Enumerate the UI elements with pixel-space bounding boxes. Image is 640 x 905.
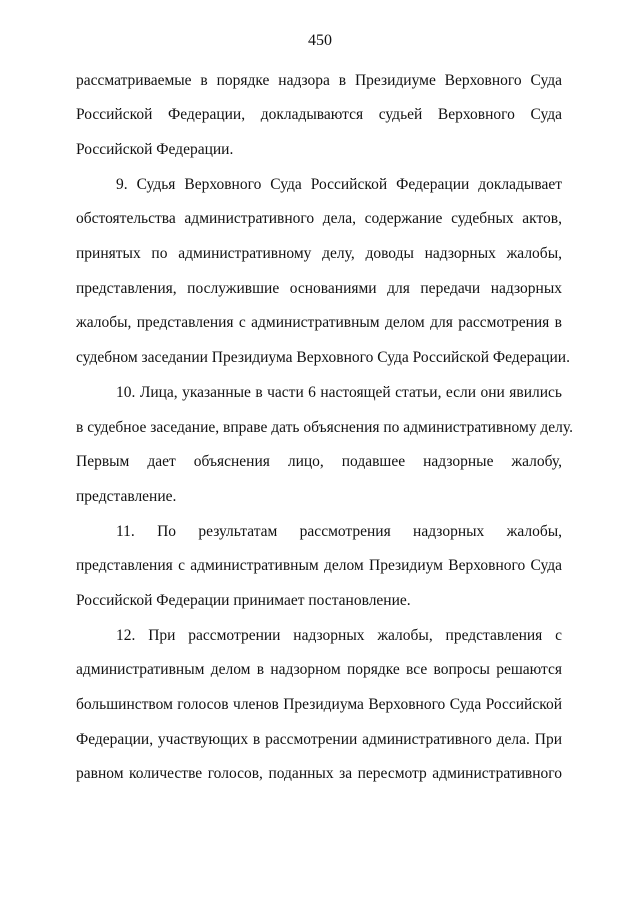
page-number: 450	[308, 32, 332, 49]
text-line: Российской Федерации.	[76, 141, 234, 158]
text-line: представления, послужившие основаниями для передачи надзорных	[76, 280, 562, 297]
text-line: судебном заседании Президиума Верховного Суда Российской Федерации.	[76, 349, 570, 366]
text-line: административным делом в надзорном порядке все вопросы решаются	[76, 661, 562, 678]
text-line: 11. По результатам рассмотрения надзорных жалобы,	[116, 523, 562, 540]
text-line: принятых по административному делу, доводы надзорных жалобы,	[76, 245, 562, 262]
text-line: обстоятельства административного дела, содержание судебных актов,	[76, 210, 562, 227]
text-line: Первым дает объяснения лицо, подавшее надзорные жалобу,	[76, 453, 562, 470]
text-line: равном количестве голосов, поданных за пересмотр административного	[76, 765, 562, 782]
text-line: в судебное заседание, вправе дать объяснения по административному делу.	[76, 419, 573, 436]
text-line: жалобы, представления с административным делом для рассмотрения в	[76, 314, 562, 331]
text-line: представление.	[76, 488, 177, 505]
text-line: 12. При рассмотрении надзорных жалобы, представления с	[116, 627, 562, 644]
text-line: 9. Судья Верховного Суда Российской Федерации докладывает	[116, 176, 562, 193]
text-line: Федерации, участвующих в рассмотрении административного дела. При	[76, 731, 562, 748]
text-line: Российской Федерации, докладываются судьей Верховного Суда	[76, 106, 562, 123]
text-line: 10. Лица, указанные в части 6 настоящей статьи, если они явились	[116, 384, 562, 401]
text-line: рассматриваемые в порядке надзора в Президиуме Верховного Суда	[76, 72, 562, 89]
text-line: представления с административным делом Президиум Верховного Суда	[76, 557, 562, 574]
text-line: Российской Федерации принимает постановление.	[76, 592, 411, 609]
text-line: большинством голосов членов Президиума Верховного Суда Российской	[76, 696, 562, 713]
